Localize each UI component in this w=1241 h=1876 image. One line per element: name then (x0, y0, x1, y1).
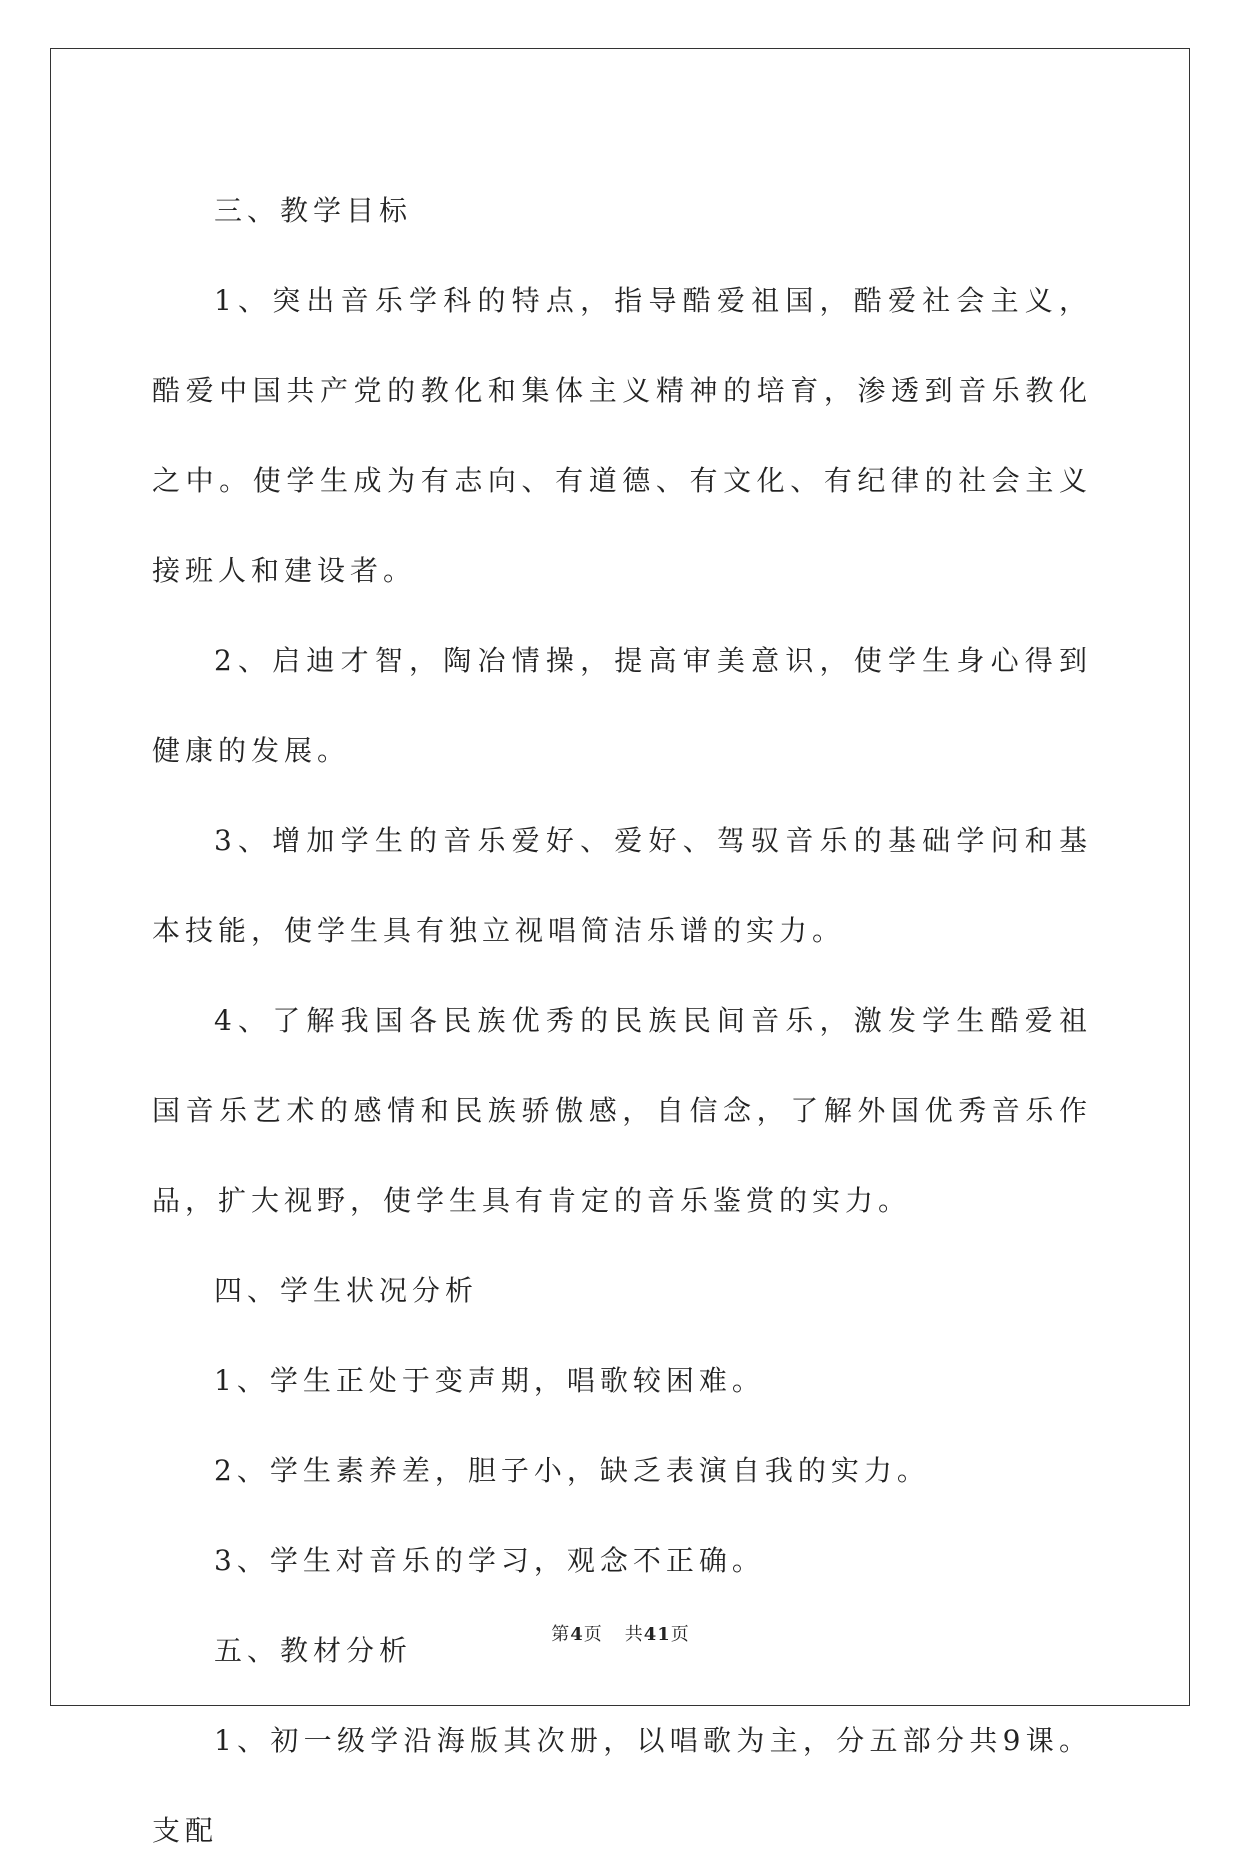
footer-page-suffix: 页 (583, 1624, 603, 1645)
paragraph: 4、了解我国各民族优秀的民族民间音乐，激发学生酷爱祖国音乐艺术的感情和民族骄傲感，自信念，了解外国优秀音乐作品，扩大视野，使学生具有肯定的音乐鉴赏的实力。 (152, 1004, 1092, 1217)
page-footer (0, 1620, 1241, 1646)
paragraph: 1、初一级学沿海版其次册，以唱歌为主，分五部分共9课。支配 (152, 1724, 1092, 1847)
footer-total-suffix: 页 (670, 1624, 690, 1645)
footer-page-prefix: 第 (551, 1624, 571, 1645)
current-page-number: 4 (570, 1624, 584, 1645)
section-heading: 三、教学目标 (214, 194, 413, 227)
paragraph: 3、增加学生的音乐爱好、爱好、驾驭音乐的基础学问和基本技能，使学生具有独立视唱简洁乐谱的实力。 (152, 824, 1092, 947)
total-page-count: 41 (643, 1624, 671, 1645)
paragraph: 2、学生素养差，胆子小，缺乏表演自我的实力。 (214, 1454, 930, 1487)
paragraph: 3、学生对音乐的学习，观念不正确。 (214, 1544, 765, 1577)
paragraph: 1、学生正处于变声期，唱歌较困难。 (214, 1364, 765, 1397)
paragraph: 2、启迪才智，陶冶情操，提高审美意识，使学生身心得到健康的发展。 (152, 644, 1092, 767)
paragraph: 1、突出音乐学科的特点，指导酷爱祖国，酷爱社会主义，酷爱中国共产党的教化和集体主义精神的培育，渗透到音乐教化之中。使学生成为有志向、有道德、有文化、有纪律的社会主义接班人和建设者。 (152, 284, 1092, 587)
section-heading: 五、教材分析 (214, 1634, 413, 1667)
section-heading: 四、学生状况分析 (214, 1274, 479, 1307)
footer-total-prefix: 共 (624, 1624, 644, 1645)
